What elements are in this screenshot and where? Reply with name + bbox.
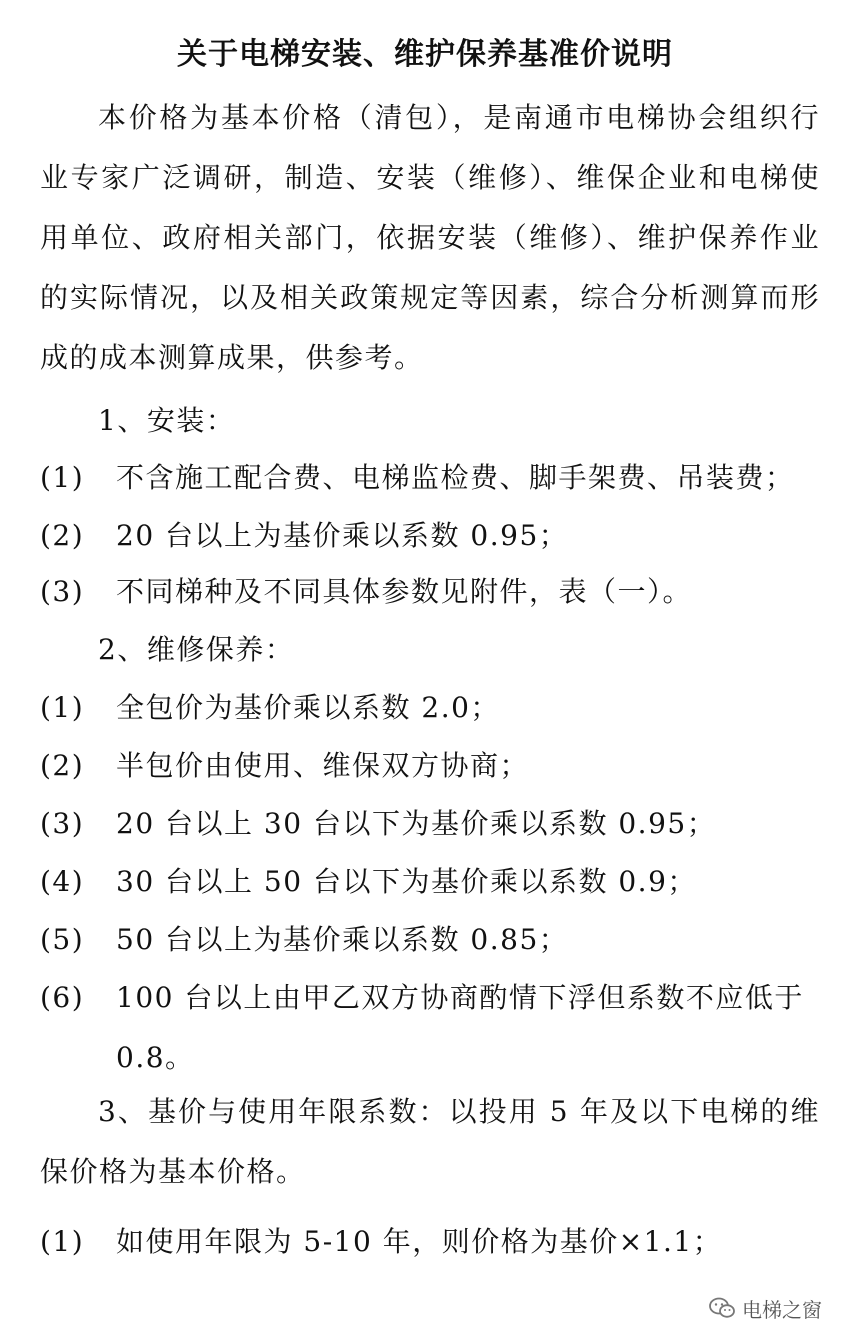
list-item-number: (1) bbox=[40, 461, 85, 494]
list-item bbox=[40, 506, 830, 566]
list-item bbox=[40, 448, 830, 508]
list-item-text: 100 台以上由甲乙双方协商酌情下浮但系数不应低于 0.8。 bbox=[116, 981, 804, 1074]
watermark bbox=[708, 1290, 822, 1326]
list-item-text: 50 台以上为基价乘以系数 0.85； bbox=[116, 923, 569, 956]
document-title: 关于电梯安装、维护保养基准价说明 bbox=[177, 37, 673, 72]
list-item-number: (1) bbox=[40, 1225, 85, 1258]
section-heading-age-coefficient: 3、基价与使用年限系数：以投用 5 年及以下电梯的维保价格为基本价格。 bbox=[40, 1095, 820, 1188]
section-heading-maintenance: 2、维修保养： bbox=[98, 633, 295, 666]
section-heading-installation: 1、安装： bbox=[98, 404, 236, 437]
list-item bbox=[40, 968, 830, 1088]
list-item-number: (2) bbox=[40, 519, 85, 552]
list-item-text: 如使用年限为 5-10 年，则价格为基价×1.1； bbox=[116, 1225, 723, 1258]
list-item-number: (1) bbox=[40, 691, 85, 724]
list-item-text: 不含施工配合费、电梯监检费、脚手架费、吊装费； bbox=[116, 461, 795, 494]
list-item bbox=[40, 794, 830, 854]
list-item bbox=[40, 852, 830, 912]
list-item-number: (4) bbox=[40, 865, 85, 898]
list-item-text: 半包价由使用、维保双方协商； bbox=[116, 749, 530, 782]
list-item-number: (2) bbox=[40, 749, 85, 782]
list-item bbox=[40, 1212, 830, 1272]
list-item-text: 20 台以上 30 台以下为基价乘以系数 0.95； bbox=[116, 807, 717, 840]
list-item-number: (3) bbox=[40, 575, 85, 608]
list-item bbox=[40, 562, 830, 622]
watermark-text: 电梯之窗 bbox=[742, 1297, 822, 1322]
list-item bbox=[40, 736, 830, 796]
list-item-number: (3) bbox=[40, 807, 85, 840]
intro-paragraph: 本价格为基本价格（清包），是南通市电梯协会组织行业专家广泛调研，制造、安装（维修）、维保企业和电梯使用单位、政府相关部门，依据安装（维修）、维护保养作业的实际情况，以及相关政策规定等因素，综合分析测算而形成的成本测算成果，供参考。 bbox=[40, 101, 820, 374]
list-item-text: 30 台以上 50 台以下为基价乘以系数 0.9； bbox=[116, 865, 697, 898]
list-item-number: (5) bbox=[40, 923, 85, 956]
wechat-icon bbox=[708, 1296, 736, 1320]
list-item bbox=[40, 910, 830, 970]
list-item-text: 不同梯种及不同具体参数见附件，表（一）。 bbox=[116, 575, 693, 608]
list-item-text: 全包价为基价乘以系数 2.0； bbox=[116, 691, 500, 724]
list-item-text: 20 台以上为基价乘以系数 0.95； bbox=[116, 519, 569, 552]
list-item bbox=[40, 678, 830, 738]
list-item-number: (6) bbox=[40, 981, 85, 1014]
